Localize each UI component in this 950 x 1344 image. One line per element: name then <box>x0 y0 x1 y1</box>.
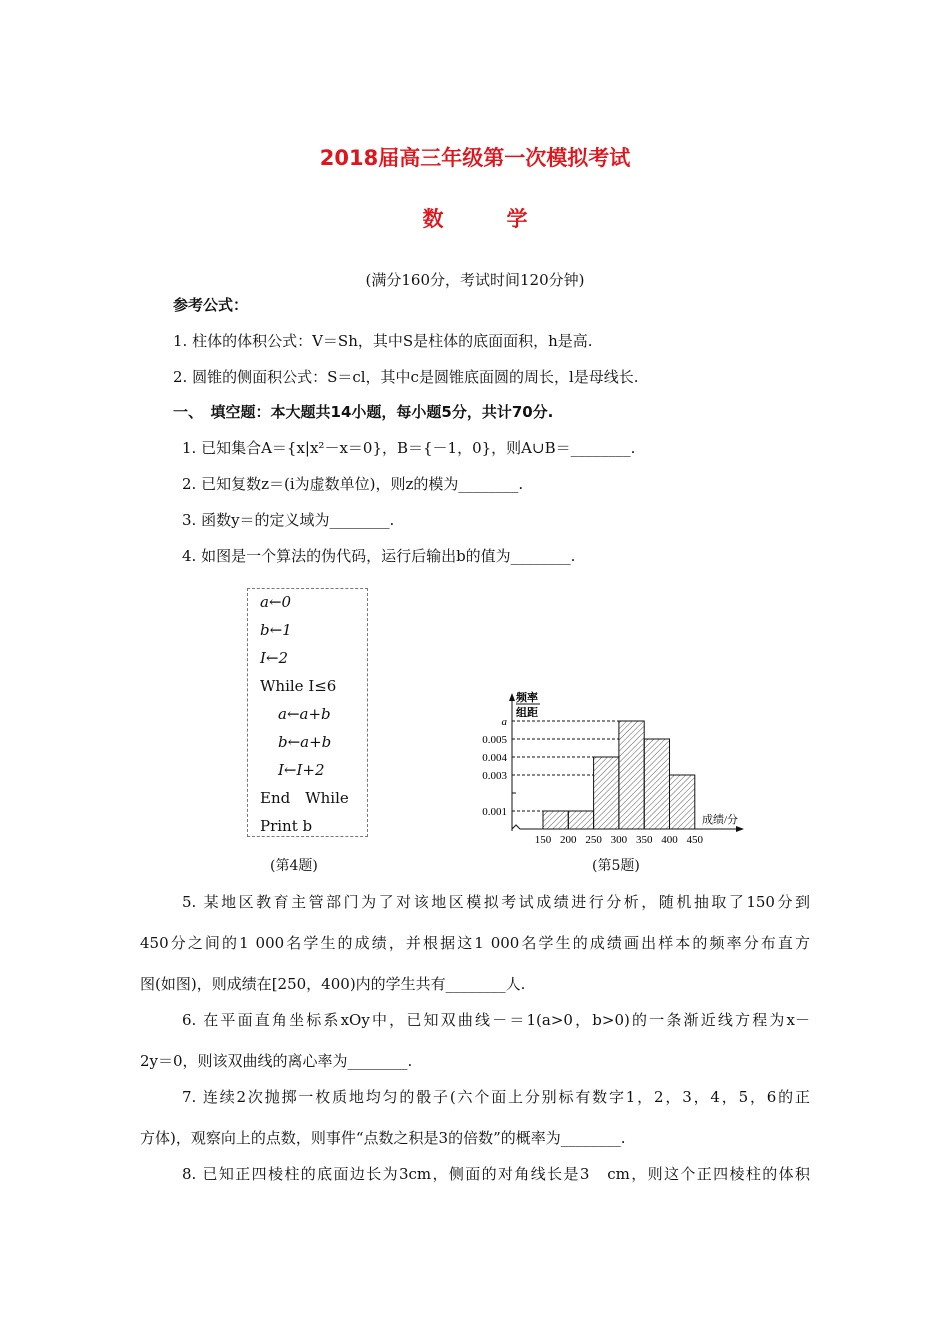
histogram-bar <box>670 775 695 829</box>
question-6-line-2: 2y＝0，则该双曲线的离心率为________. <box>140 1052 413 1070</box>
formula-1: 1. 柱体的体积公式：V＝Sh，其中S是柱体的底面面积，h是高. <box>173 332 593 350</box>
histogram-bar <box>619 721 644 829</box>
y-tick-label: 0.004 <box>482 752 507 764</box>
y-label-top: 频率 <box>516 692 538 704</box>
x-tick-label: 450 <box>686 834 704 846</box>
y-tick-label: 0.001 <box>482 806 507 818</box>
code-line: End While <box>260 789 349 807</box>
question-5-line-3: 图(如图)，则成绩在[250，400)内的学生共有________人. <box>140 975 526 993</box>
y-tick-label: a <box>501 716 507 728</box>
code-line: a←a+b <box>278 705 331 723</box>
histogram-bar <box>644 739 669 829</box>
question-5-line-1: 5. 某地区教育主管部门为了对该地区模拟考试成绩进行分析，随机抽取了150分到 <box>182 893 810 911</box>
exam-title: 2018届高三年级第一次模拟考试 <box>319 146 631 170</box>
x-label: 成绩/分 <box>702 814 739 826</box>
question-7-line-2: 方体)，观察向上的点数，则事件“点数之积是3的倍数”的概率为________. <box>140 1129 626 1147</box>
x-tick-label: 400 <box>661 834 678 846</box>
code-line: b←a+b <box>278 733 332 751</box>
code-line: I←I+2 <box>278 761 325 779</box>
question-3: 3. 函数y＝的定义域为________. <box>182 511 395 529</box>
code-line: While I≤6 <box>260 677 337 695</box>
x-tick-label: 200 <box>560 834 577 846</box>
frequency-histogram <box>470 685 760 855</box>
x-tick-label: 250 <box>585 834 602 846</box>
y-axis-arrow <box>509 693 515 701</box>
x-tick-label: 300 <box>610 834 628 846</box>
x-axis-arrow <box>736 826 744 832</box>
figure-4-caption: (第4题) <box>270 858 318 874</box>
question-8-line-1: 8. 已知正四棱柱的底面边长为3cm，侧面的对角线长是3 cm，则这个正四棱柱的体积 <box>182 1165 810 1183</box>
question-5-line-2: 450分之间的1 000名学生的成绩，并根据这1 000名学生的成绩画出样本的频率分布直方 <box>140 934 810 952</box>
question-2: 2. 已知复数z＝(i为虚数单位)，则z的模为________. <box>182 475 524 493</box>
histogram-bar <box>594 757 619 829</box>
y-tick-label: 0.005 <box>482 734 507 746</box>
x-tick-label: 350 <box>635 834 653 846</box>
y-label-bottom: 组距 <box>516 707 538 719</box>
question-4: 4. 如图是一个算法的伪代码，运行后输出b的值为________. <box>182 547 576 565</box>
exam-subtitle: (满分160分，考试时间120分钟) <box>365 271 585 289</box>
question-6-line-1: 6. 在平面直角坐标系xOy中，已知双曲线－＝1(a>0，b>0)的一条渐近线方程为x－ <box>182 1011 810 1029</box>
question-7-line-1: 7. 连续2次抛掷一枚质地均匀的骰子(六个面上分别标有数字1，2，3，4，5，6的正 <box>182 1088 810 1106</box>
y-tick-label: 0.003 <box>482 770 507 782</box>
pseudocode-box <box>247 588 368 837</box>
subject-title: 数 学 <box>422 207 528 231</box>
question-1: 1. 已知集合A＝{x|x²－x＝0}，B＝{－1，0}，则A∪B＝________. <box>182 439 636 457</box>
code-line: b←1 <box>260 621 292 639</box>
histogram-bar <box>543 811 568 829</box>
code-line: I←2 <box>260 649 289 667</box>
formulas-heading: 参考公式： <box>173 296 249 314</box>
code-line: a←0 <box>260 593 292 611</box>
formula-2: 2. 圆锥的侧面积公式：S＝cl，其中c是圆锥底面圆的周长，l是母线长. <box>173 368 639 386</box>
figure-5-caption: (第5题) <box>592 858 640 874</box>
x-tick-label: 150 <box>534 834 552 846</box>
section-heading: 一、 填空题：本大题共14小题，每小题5分，共计70分. <box>173 403 554 421</box>
code-line: Print b <box>260 817 313 835</box>
histogram-bar <box>568 811 593 829</box>
